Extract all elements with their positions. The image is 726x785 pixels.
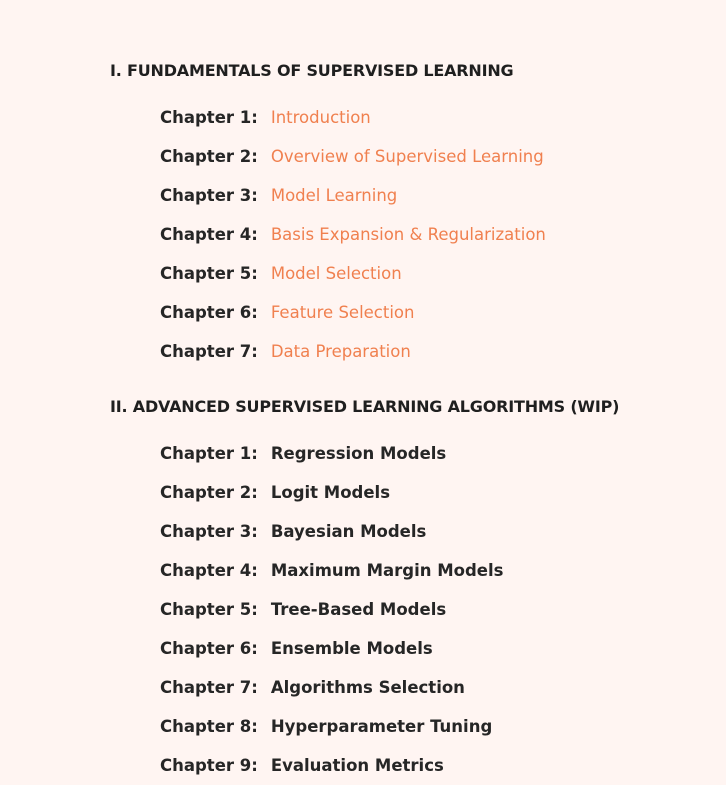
part-2-chapter-3	[160, 512, 503, 551]
chapter-number: Chapter 9:	[160, 756, 258, 775]
chapter-number: Chapter 1:	[160, 108, 258, 127]
chapter-link-introduction[interactable]: Introduction	[270, 108, 371, 127]
chapter-number: Chapter 2:	[160, 147, 258, 166]
part-2-chapter-2	[160, 473, 503, 512]
part-2-heading: II. ADVANCED SUPERVISED LEARNING ALGORITHMS (WIP)	[110, 397, 620, 416]
chapter-number: Chapter 3:	[160, 186, 258, 205]
chapter-link-basis-expansion-regularization[interactable]: Basis Expansion & Regularization	[270, 225, 546, 244]
chapter-title-evaluation-metrics: Evaluation Metrics	[270, 756, 444, 775]
chapter-title-bayesian-models: Bayesian Models	[270, 522, 427, 541]
chapter-link-overview-of-supervised-learning[interactable]: Overview of Supervised Learning	[270, 147, 544, 166]
chapter-link-model-learning[interactable]: Model Learning	[270, 186, 398, 205]
chapter-number: Chapter 6:	[160, 303, 258, 322]
part-2-chapter-6	[160, 629, 503, 668]
part-2-chapter-8	[160, 707, 503, 746]
chapter-number: Chapter 6:	[160, 639, 258, 658]
chapter-number: Chapter 5:	[160, 600, 258, 619]
chapter-title-logit-models: Logit Models	[270, 483, 391, 502]
chapter-link-model-selection[interactable]: Model Selection	[270, 264, 402, 283]
chapter-link-data-preparation[interactable]: Data Preparation	[270, 342, 411, 361]
chapter-title-tree-based-models: Tree-Based Models	[270, 600, 447, 619]
chapter-number: Chapter 3:	[160, 522, 258, 541]
chapter-link-feature-selection[interactable]: Feature Selection	[270, 303, 415, 322]
part-2-chapter-list	[160, 434, 503, 785]
part-1-chapter-3	[160, 176, 546, 215]
chapter-number: Chapter 4:	[160, 225, 258, 244]
part-2-chapter-5	[160, 590, 503, 629]
chapter-title-hyperparameter-tuning: Hyperparameter Tuning	[270, 717, 493, 736]
chapter-number: Chapter 4:	[160, 561, 258, 580]
chapter-title-maximum-margin-models: Maximum Margin Models	[270, 561, 504, 580]
chapter-title-ensemble-models: Ensemble Models	[270, 639, 433, 658]
part-1-chapter-list	[160, 98, 546, 371]
part-1-chapter-1	[160, 98, 546, 137]
chapter-number: Chapter 7:	[160, 342, 258, 361]
part-1-chapter-6	[160, 293, 546, 332]
part-1-chapter-4	[160, 215, 546, 254]
chapter-number: Chapter 8:	[160, 717, 258, 736]
part-1-heading: I. FUNDAMENTALS OF SUPERVISED LEARNING	[110, 61, 514, 80]
chapter-title-algorithms-selection: Algorithms Selection	[270, 678, 465, 697]
chapter-number: Chapter 7:	[160, 678, 258, 697]
part-2-chapter-1	[160, 434, 503, 473]
part-1-chapter-5	[160, 254, 546, 293]
chapter-number: Chapter 1:	[160, 444, 258, 463]
chapter-title-regression-models: Regression Models	[270, 444, 447, 463]
part-2-chapter-4	[160, 551, 503, 590]
part-2-chapter-7	[160, 668, 503, 707]
chapter-number: Chapter 5:	[160, 264, 258, 283]
part-1-chapter-2	[160, 137, 546, 176]
chapter-number: Chapter 2:	[160, 483, 258, 502]
part-1-chapter-7	[160, 332, 546, 371]
